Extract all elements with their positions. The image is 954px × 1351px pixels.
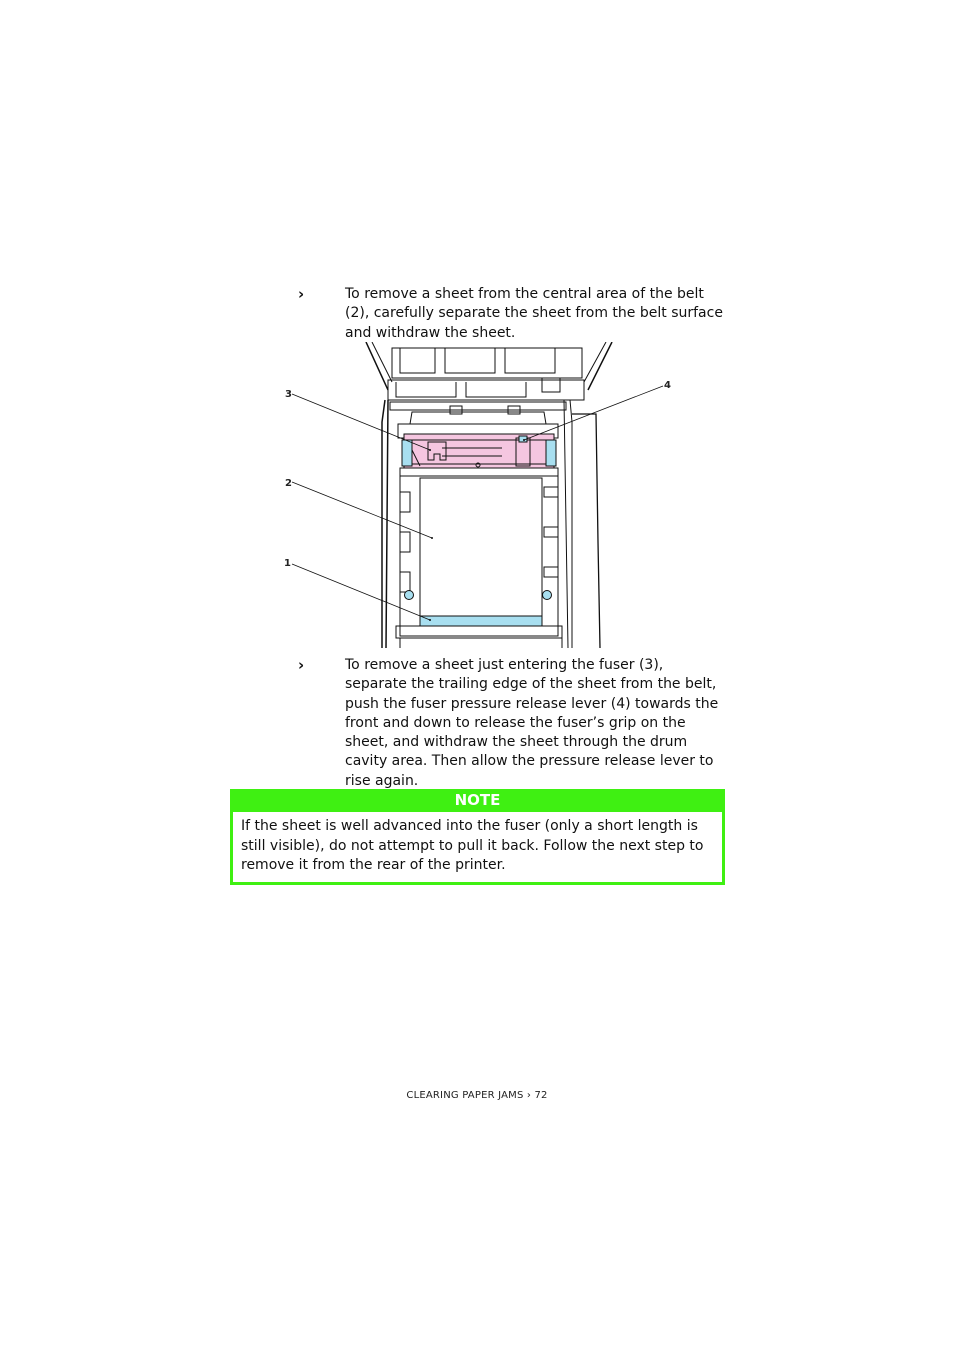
- callout-2: 2: [285, 478, 292, 489]
- instruction-step-1: [298, 285, 728, 343]
- callout-1: 1: [284, 558, 291, 569]
- note-heading: NOTE: [230, 789, 725, 812]
- page-footer: CLEARING PAPER JAMS › 72: [406, 1090, 548, 1101]
- right-roller-knob: [543, 591, 552, 600]
- step-text: To remove a sheet from the central area of the belt (2), carefully separate the sheet from the belt surface and withdraw the sheet.: [345, 286, 723, 341]
- callout-4: 4: [664, 380, 671, 391]
- note-text: If the sheet is well advanced into the fuser (only a short length is still visible), do not attempt to pull it back. Follow the next step to remove it from the rear of the printer.: [241, 818, 704, 873]
- instruction-step-2: [298, 656, 728, 791]
- left-roller-knob: [405, 591, 414, 600]
- note-box: [230, 789, 725, 885]
- callout-3: 3: [285, 389, 292, 400]
- bullet-icon: ›: [298, 656, 305, 674]
- right-lever: [546, 440, 556, 466]
- printer-belt-illustration: [280, 342, 680, 648]
- step-text: To remove a sheet just entering the fuser (3), separate the trailing edge of the sheet from the belt, push the fuser pressure release lever (4) towards the front and down to release the fuser’s grip on the sheet, and withdraw the sheet through the drum cavity area. Then allow the pressure release lever to rise again.: [345, 657, 719, 789]
- bullet-icon: ›: [298, 285, 305, 303]
- belt-roller: [420, 616, 542, 626]
- left-lever: [402, 440, 412, 466]
